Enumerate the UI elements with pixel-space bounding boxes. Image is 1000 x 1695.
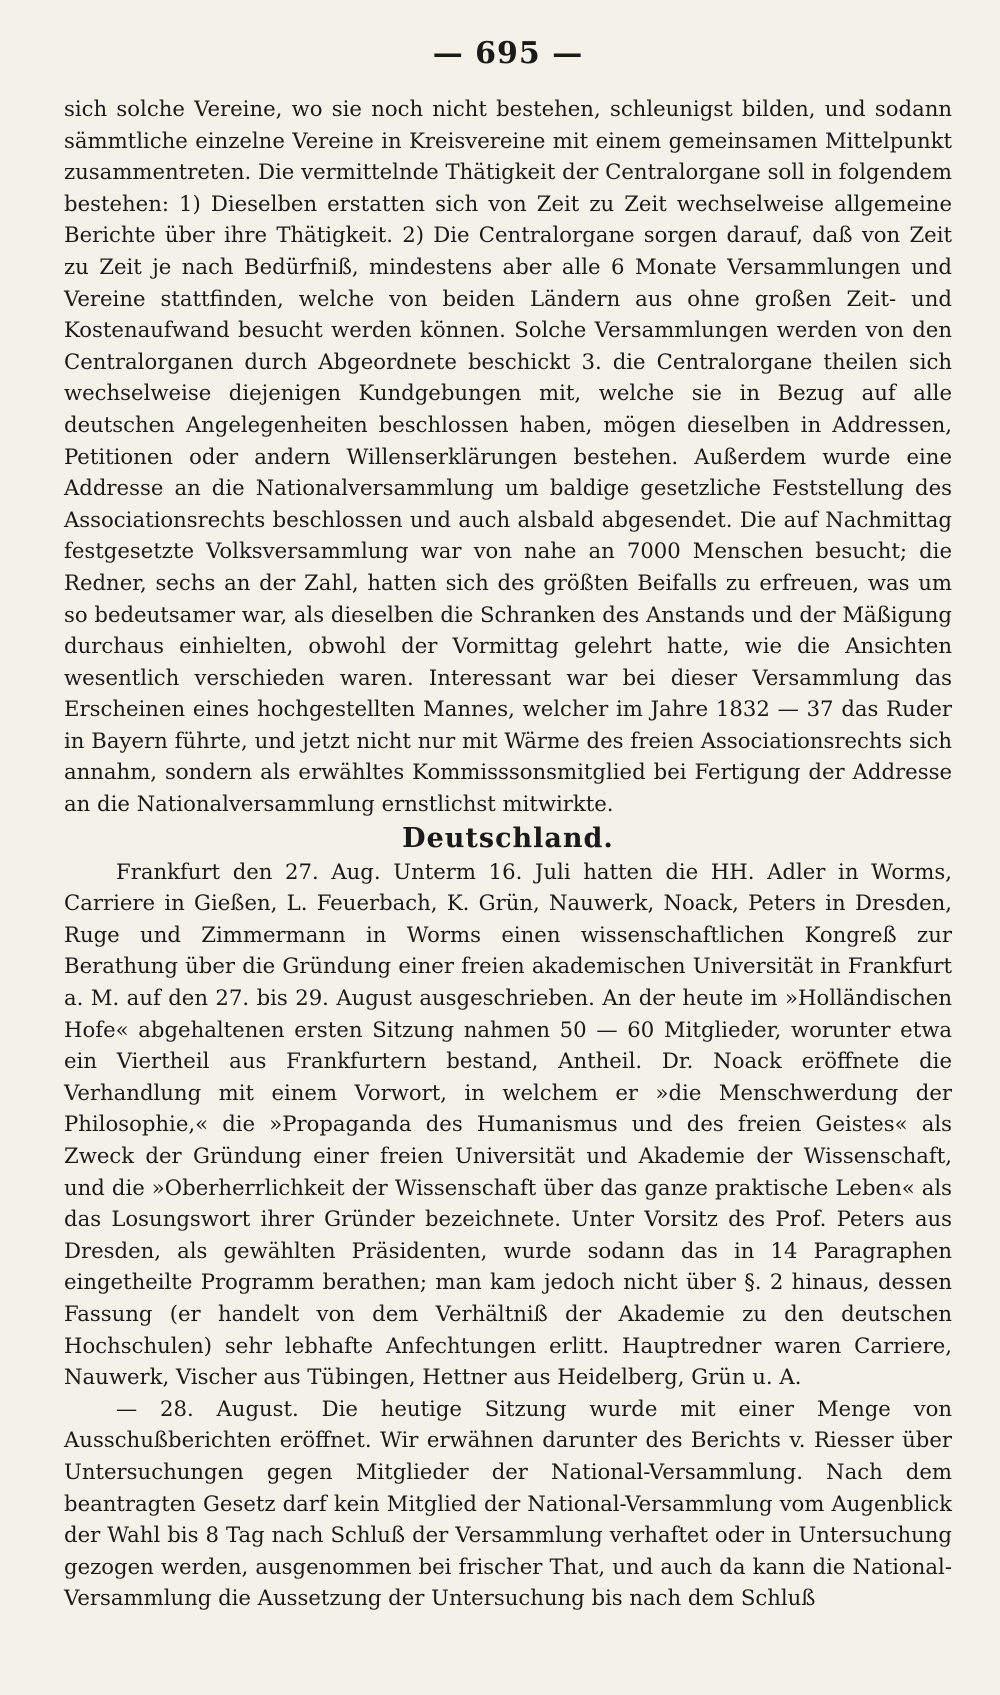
- article-body: [64, 93, 952, 1614]
- paragraph-frankfurt-27-aug: Frankfurt den 27. Aug. Unterm 16. Juli hatten die HH. Adler in Worms, Carriere in Gießen, L. Feuerbach, K. Grün, Nauwerk, Noack, Peters in Dresden, Ruge und Zimmermann in Worms einen wissenschaftlichen Kongreß zur Berathung über die Gründung einer freien akademischen Universität in Frankfurt a. M. auf den 27. bis 29. August ausgeschrieben. An der heute im »Holländischen Hofe« abgehaltenen ersten Sitzung nahmen 50 — 60 Mitglieder, worunter etwa ein Viertheil aus Frankfurtern bestand, Antheil. Dr. Noack eröffnete die Verhandlung mit einem Vorwort, in welchem er »die Menschwerdung der Philosophie,« die »Propaganda des Humanismus und des freien Geistes« als Zweck der Gründung einer freien Universität und Akademie der Wissenschaft, und die »Oberherrlichkeit der Wissenschaft über das ganze praktische Leben« als das Losungswort ihrer Gründer bezeichnete. Unter Vorsitz des Prof. Peters aus Dresden, als gewählten Präsidenten, wurde sodann das in 14 Paragraphen eingetheilte Programm berathen; man kam jedoch nicht über §. 2 hinaus, dessen Fassung (er handelt von dem Verhältniß der Akademie zu den deutschen Hochschulen) sehr lebhafte Anfechtungen erlitt. Hauptredner waren Carriere, Nauwerk, Vischer aus Tübingen, Hettner aus Heidelberg, Grün u. A.: [64, 858, 952, 1390]
- paragraph-associations: sich solche Vereine, wo sie noch nicht bestehen, schleunigst bilden, und sodann sämmtliche einzelne Vereine in Kreisvereine mit einem gemeinsamen Mittelpunkt zusammentreten. Die vermittelnde Thätigkeit der Centralorgane soll in folgendem bestehen: 1) Dieselben erstatten sich von Zeit zu Zeit wechselweise allgemeine Berichte über ihre Thätigkeit. 2) Die Centralorgane sorgen darauf, daß von Zeit zu Zeit je nach Bedürfniß, mindestens aber alle 6 Monate Versammlungen und Vereine stattfinden, welche von beiden Ländern aus ohne großen Zeit- und Kostenaufwand besucht werden können. Solche Versammlungen werden von den Centralorganen durch Abgeordnete beschickt 3. die Centralorgane theilen sich wechselweise diejenigen Kundgebungen mit, welche sie in Bezug auf alle deutschen Angelegenheiten beschlossen haben, mögen dieselben in Addressen, Petitionen oder andern Willenserklärungen bestehen. Außerdem wurde eine Addresse an die Nationalversammlung um baldige gesetzliche Feststellung des Associationsrechts beschlossen und auch alsbald abgesendet. Die auf Nachmittag festgesetzte Volksversammlung war von nahe an 7000 Menschen besucht; die Redner, sechs an der Zahl, hatten sich des größten Beifalls zu erfreuen, was um so bedeutsamer war, als dieselben die Schranken des Anstands und der Mäßigung durchaus einhielten, obwohl der Vormittag gelehrt hatte, wie die Ansichten wesentlich verschieden waren. Interessant war bei dieser Versammlung das Erscheinen eines hochgestellten Mannes, welcher im Jahre 1832 — 37 das Ruder in Bayern führte, und jetzt nicht nur mit Wärme des freien Associationsrechts sich annahm, sondern als erwähltes Kommisssonsmitglied bei Fertigung der Addresse an die Nationalversammlung ernstlichst mitwirkte.: [64, 96, 952, 817]
- paragraph-28-august: — 28. August. Die heutige Sitzung wurde mit einer Menge von Ausschußberichten eröffnet. Wir erwähnen darunter des Berichts v. Riesser über Untersuchungen gegen Mitglieder der National-Versammlung. Nach dem beantragten Gesetz darf kein Mitglied der National-Versammlung vom Augenblick der Wahl bis 8 Tag nach Schluß der Versammlung verhaftet oder in Untersuchung gezogen werden, ausgenommen bei frischer That, und auch da kann die National-Versammlung die Aussetzung der Untersuchung bis nach dem Schluß: [64, 1395, 952, 1611]
- section-heading-deutschland: Deutschland.: [402, 822, 614, 854]
- page-number: — 695 —: [432, 36, 584, 71]
